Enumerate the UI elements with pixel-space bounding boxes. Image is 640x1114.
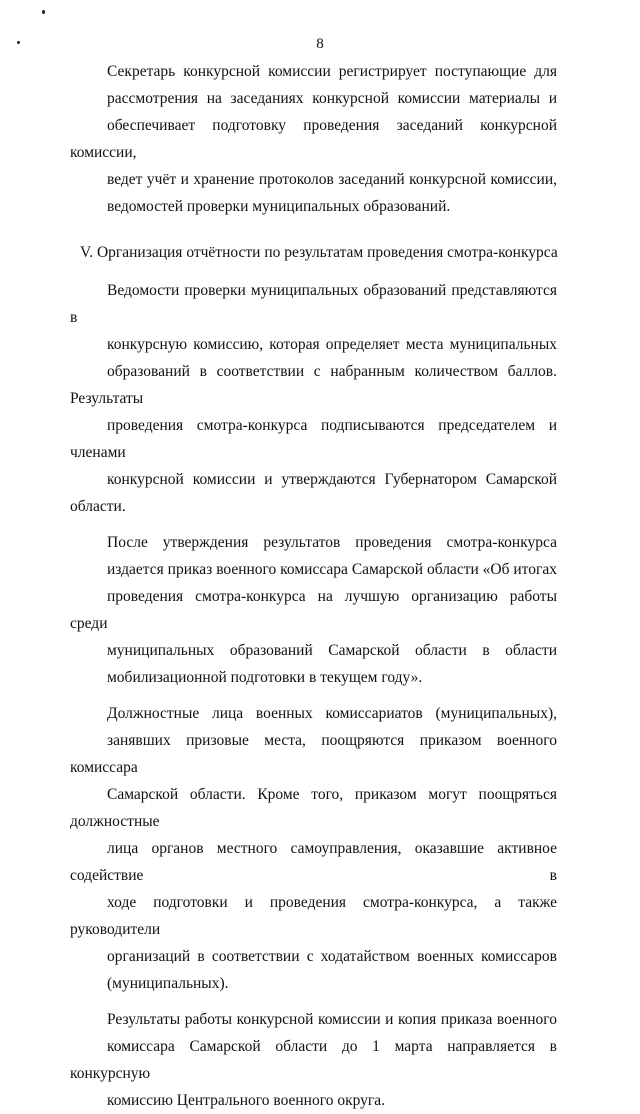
scan-mark — [42, 10, 45, 14]
text-line: конкурсной комиссии и утверждаются Губернатором Самарской области. — [70, 471, 557, 515]
page-number: 8 — [316, 36, 324, 52]
text-line: проведения смотра-конкурса на лучшую организацию работы среди — [70, 588, 557, 632]
text-line: лица органов местного самоуправления, оказавшие активное содействие в — [70, 840, 557, 884]
paragraph-order-issued — [70, 529, 557, 691]
text-line: мобилизационной подготовки в текущем году». — [107, 669, 423, 686]
text-line: Самарской области. Кроме того, приказом могут поощряться должностные — [70, 786, 557, 830]
paragraph-verification-statements — [70, 277, 557, 520]
text-line: ходе подготовки и проведения смотра-конкурса, а также руководители — [70, 894, 557, 938]
text-line: конкурсную комиссию, которая определяет места муниципальных — [107, 336, 557, 353]
text-line: Результаты работы конкурсной комиссии и копия приказа военного — [107, 1011, 557, 1028]
document-body — [70, 58, 557, 1114]
text-line: После утверждения результатов проведения смотра-конкурса — [107, 534, 557, 551]
paragraph-officials-rewarded — [70, 700, 557, 997]
text-line: муниципальных образований Самарской области в области — [107, 642, 557, 659]
text-line: Секретарь конкурсной комиссии регистрирует поступающие для — [107, 63, 557, 80]
text-line: занявших призовые места, поощряются приказом военного комиссара — [70, 732, 557, 776]
text-line: образований в соответствии с набранным количеством баллов. Результаты — [70, 363, 557, 407]
text-line: организаций в соответствии с ходатайством военных комиссаров — [107, 948, 557, 965]
text-line: Должностные лица военных комиссариатов (муниципальных), — [107, 705, 557, 722]
text-line: ведет учёт и хранение протоколов заседаний конкурсной комиссии, — [107, 171, 557, 188]
text-line: комиссию Центрального военного округа. — [107, 1092, 386, 1109]
text-line: издается приказ военного комиссара Самарской области «Об итогах — [107, 561, 557, 578]
text-line: Ведомости проверки муниципальных образований представляются в — [70, 282, 557, 326]
text-line: рассмотрения на заседаниях конкурсной комиссии материалы и — [107, 90, 557, 107]
paragraph-secretary-duties — [70, 58, 557, 220]
section-heading: V. Организация отчётности по результатам проведения смотра-конкурса — [80, 244, 558, 261]
text-line: (муниципальных). — [107, 975, 229, 992]
text-line: проведения смотра-конкурса подписываются председателем и членами — [70, 417, 557, 461]
paragraph-results-submitted — [70, 1006, 557, 1114]
text-line: ведомостей проверки муниципальных образований. — [107, 198, 451, 215]
text-line: обеспечивает подготовку проведения заседаний конкурсной комиссии, — [70, 117, 557, 161]
text-line: комиссара Самарской области до 1 марта направляется в конкурсную — [70, 1038, 557, 1082]
